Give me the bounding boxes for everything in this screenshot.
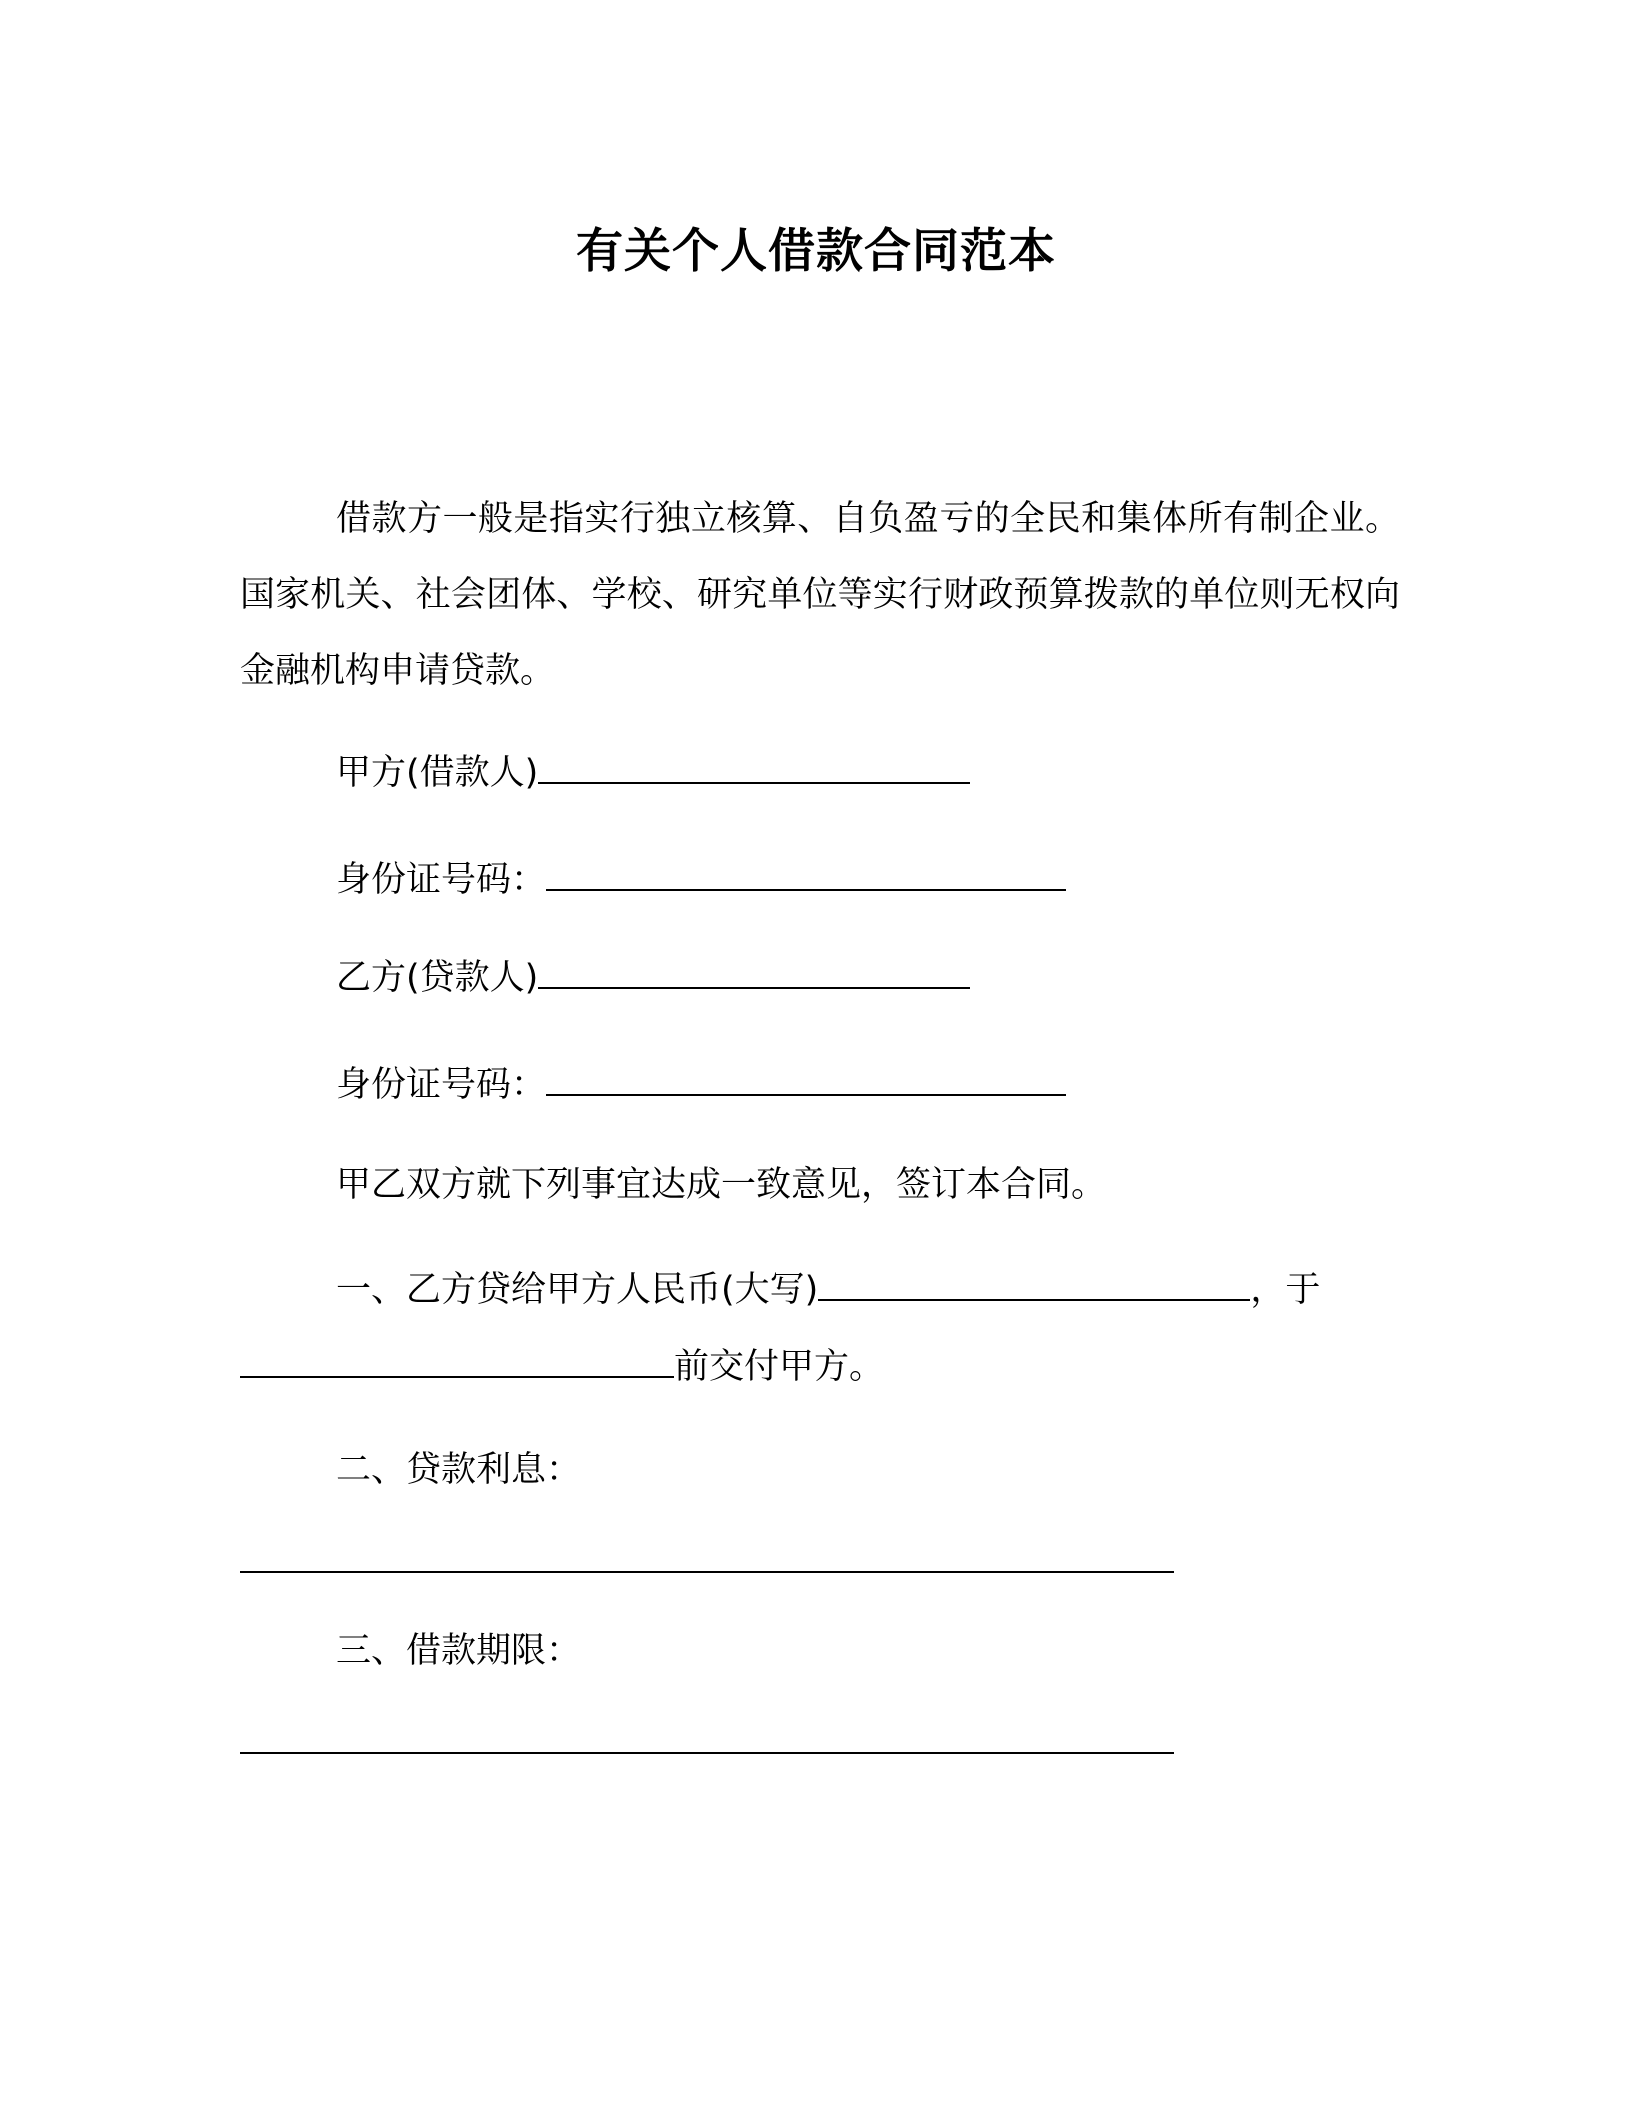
- date-blank: [240, 1344, 674, 1378]
- party-b-id-label: 身份证号码：: [336, 1065, 547, 1105]
- clause-1-mid: ，于: [1250, 1270, 1321, 1310]
- clause-1-continued-line: [240, 1342, 884, 1392]
- clause-3-line: 三、借款期限：: [336, 1631, 582, 1671]
- party-b-blank: [538, 955, 970, 989]
- party-a-id-blank: [546, 857, 1066, 891]
- document-title: 有关个人借款合同范本: [576, 224, 1056, 279]
- party-a-id-line: [336, 855, 1066, 905]
- party-b-id-line: [336, 1060, 1066, 1110]
- interest-blank: [240, 1571, 1174, 1573]
- party-b-line: [336, 953, 970, 1003]
- party-a-line: [336, 748, 970, 798]
- clause-1-end: 前交付甲方。: [674, 1347, 885, 1387]
- clause-1-line: [336, 1265, 1320, 1315]
- clause-1-start: 一、乙方贷给甲方人民币(大写): [336, 1270, 819, 1310]
- amount-blank: [818, 1267, 1250, 1301]
- party-b-id-blank: [546, 1062, 1066, 1096]
- agreement-line: 甲乙双方就下列事宜达成一致意见，签订本合同。: [336, 1165, 1107, 1205]
- party-b-label: 乙方(贷款人): [336, 958, 539, 998]
- party-a-blank: [538, 750, 970, 784]
- clause-2-line: 二、贷款利息：: [336, 1450, 582, 1490]
- term-blank: [240, 1752, 1174, 1754]
- party-a-id-label: 身份证号码：: [336, 860, 547, 900]
- party-a-label: 甲方(借款人): [336, 753, 539, 793]
- intro-paragraph: 借款方一般是指实行独立核算、自负盈亏的全民和集体所有制企业。国家机关、社会团体、学校、研究单位等实行财政预算拨款的单位则无权向金融机构申请贷款。: [240, 499, 1400, 691]
